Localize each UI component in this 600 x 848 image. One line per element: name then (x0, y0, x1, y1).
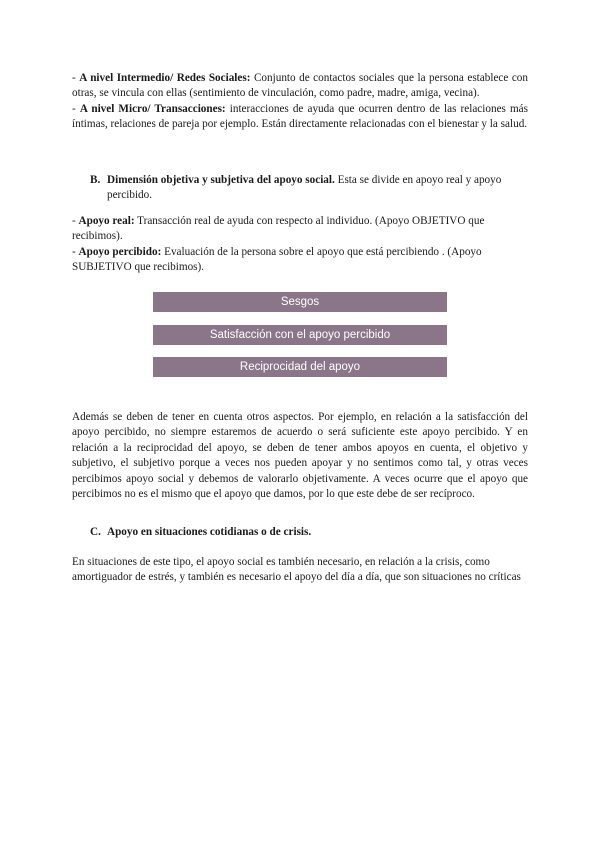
apoyo-percibido-text: Evaluación de la persona sobre el apoyo que está percibiendo . (Apoyo SUBJETIVO que recibimos). (72, 245, 482, 274)
apoyo-percibido-paragraph (72, 245, 528, 276)
apoyo-real-label: Apoyo real: (78, 215, 135, 227)
bar-sesgos: Sesgos (153, 292, 447, 312)
section-b-text: Esta se divide en apoyo real y apoyo percibido. (107, 174, 502, 202)
section-c-heading (90, 525, 528, 540)
intermedio-label: A nivel Intermedio/ Redes Sociales: (79, 72, 251, 84)
crisis-paragraph: En situaciones de este tipo, el apoyo social es también necesario, en relación a la crisis, como amortiguador de estrés, y también es necesario el apoyo del día a día, que son situaciones no críticas (72, 556, 521, 584)
bar-satisfaccion: Satisfacción con el apoyo percibido (153, 325, 447, 345)
bar-reciprocidad: Reciprocidad del apoyo (153, 357, 447, 377)
section-c-title: Apoyo en situaciones cotidianas o de crisis. (107, 526, 312, 538)
intermedio-text: Conjunto de contactos sociales que la persona establece con otras, se vincula con ellas (sentimiento de vinculación, como padre, madre, amiga, vecina). (72, 72, 528, 100)
intermedio-paragraph (72, 71, 528, 102)
aspects-paragraph: Además se deben de tener en cuenta otros aspectos. Por ejemplo, en relación a la satisfacción del apoyo percibido, no siempre estaremos de acuerdo o será suficiente este apoyo percibido. Y en relación a la reciprocidad del apoyo, se deben de tener ambos apoyos en cuenta, el objetivo y subjetivo, el subjetivo porque a veces nos pueden apoyar y no sentimos como tal, y otras veces percibimos apoyo social y debemos de valorarlo objetivamente. A veces ocurre que el apoyo que percibimos no es el mismo que el apoyo que damos, por lo que este debe de ser recíproco. (72, 411, 528, 501)
micro-dash: - (72, 102, 80, 115)
section-b-body (107, 173, 528, 204)
apoyo-real-paragraph (72, 214, 528, 245)
section-b-title: Dimensión objetiva y subjetiva del apoyo social. (107, 174, 335, 186)
intermedio-dash: - (72, 72, 80, 84)
micro-paragraph (72, 102, 528, 133)
apoyo-percibido-label: Apoyo percibido: (78, 245, 162, 258)
aspects-diagram (153, 292, 447, 390)
apoyo-real-text: Transacción real de ayuda con respecto al individuo. (Apoyo OBJETIVO que recibimos). (72, 215, 485, 243)
support-levels-section (72, 71, 528, 133)
apoyo-real-dash: - (72, 215, 79, 227)
apoyo-types-section (72, 214, 528, 276)
apoyo-percibido-dash: - (72, 245, 79, 258)
section-b-heading (90, 173, 528, 204)
aspects-paragraph-block (72, 410, 528, 502)
section-c-letter: C. (90, 526, 101, 538)
micro-text: interacciones de ayuda que ocurren dentro de las relaciones más íntimas, relaciones de pareja por ejemplo. Están directamente relacionadas con el bienestar y la salud. (72, 102, 528, 131)
micro-label: A nivel Micro/ Transacciones: (79, 102, 226, 115)
section-b-letter: B. (90, 174, 101, 186)
crisis-paragraph-block (72, 555, 528, 586)
